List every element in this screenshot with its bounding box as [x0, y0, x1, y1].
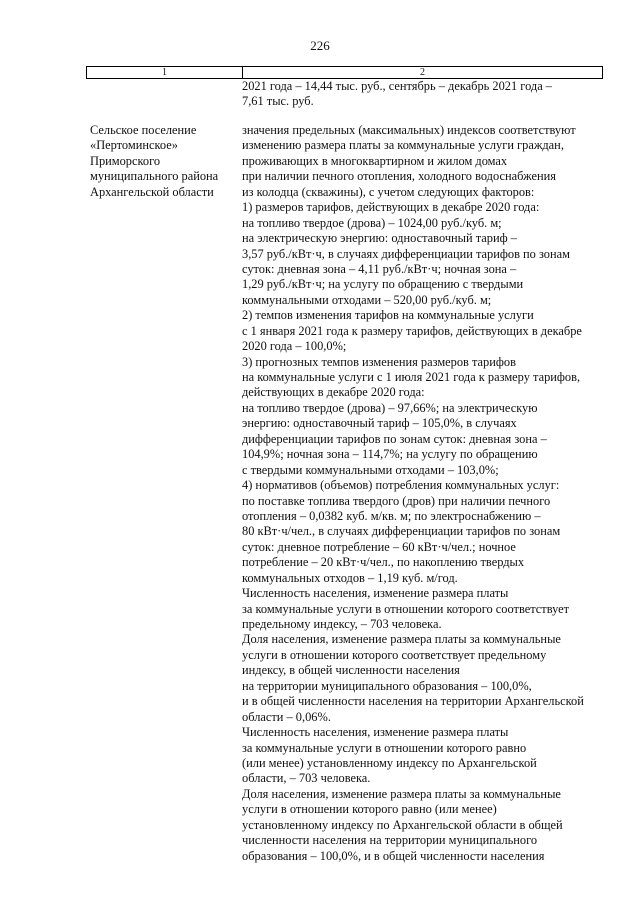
description-line: дифференциации тарифов по зонам суток: дневная зона – [242, 431, 547, 446]
description-line: области – 0,06%. [242, 709, 331, 724]
description-line: Доля населения, изменение размера платы за коммунальные [242, 632, 561, 647]
description-line: проживающих в многоквартирном и жилом домах [242, 153, 508, 168]
table-header-col-2: 2 [420, 67, 425, 78]
description-line: 2) темпов изменения тарифов на коммунальные услуги [242, 308, 534, 323]
description-cell [242, 123, 584, 864]
description-line: 104,9%; ночная зона – 114,7%; на услугу по обращению [242, 447, 538, 462]
description-line: 1) размеров тарифов, действующих в декабре 2020 года: [242, 200, 540, 215]
description-line: области, – 703 человека. [242, 771, 371, 786]
description-line: из колодца (скважины), с учетом следующих факторов: [242, 184, 535, 199]
description-line: 3) прогнозных темпов изменения размеров тарифов [242, 354, 516, 369]
table-header-row [86, 66, 603, 79]
description-line: Численность населения, изменение размера платы [242, 586, 509, 601]
description-line: 4) нормативов (объемов) потребления коммунальных услуг: [242, 478, 560, 493]
description-line: на территории муниципального образования – 100,0%, [242, 678, 532, 693]
entity-name-cell [90, 123, 218, 200]
description-line: действующих в декабре 2020 года: [242, 385, 425, 400]
description-line: 3,57 руб./кВт·ч, в случаях дифференциации тарифов по зонам [242, 246, 570, 261]
description-line: предельному индексу, – 703 человека. [242, 617, 442, 631]
description-line: (или менее) установленному индексу по Архангельской [242, 755, 537, 770]
description-line: по поставке топлива твердого (дров) при наличии печного [242, 493, 551, 508]
description-line: коммунальными отходами – 520,00 руб./куб. м; [242, 292, 492, 307]
description-line: за коммунальные услуги в отношении которого равно [242, 740, 527, 755]
description-line: суток: дневная зона – 4,11 руб./кВт·ч; ночная зона – [242, 261, 517, 276]
description-line: отопления – 0,0382 куб. м/кв. м; по электроснабжению – [242, 508, 541, 523]
description-line: услуги в отношении которого равно (или менее) [242, 802, 497, 817]
description-line: на коммунальные услуги с 1 июля 2021 года к размеру тарифов, [242, 370, 581, 384]
description-line: за коммунальные услуги в отношении которого соответствует [242, 601, 570, 616]
page-number: 226 [310, 38, 330, 53]
table-header-col-1: 1 [87, 67, 243, 78]
continuation-line: 2021 года – 14,44 тыс. руб., сентябрь – декабрь 2021 года – [242, 79, 553, 93]
description-line: Численность населения, изменение размера платы [242, 725, 509, 740]
entity-name-line: Сельское поселение [90, 123, 197, 137]
entity-name-line: муниципального района [90, 169, 219, 184]
description-line: при наличии печного отопления, холодного водоснабжения [242, 169, 556, 184]
description-line: 1,29 руб./кВт·ч; на услугу по обращению с твердыми [242, 277, 524, 292]
description-line: на электрическую энергию: одноставочный тариф – [242, 231, 517, 246]
description-line: 2020 года – 100,0%; [242, 339, 347, 354]
description-line: установленному индексу по Архангельской области в общей [242, 817, 563, 832]
entity-name-line: Приморского [90, 153, 161, 168]
description-line: изменению размера платы за коммунальные услуги граждан, [242, 138, 564, 153]
description-line: потребление – 20 кВт·ч/чел., по накоплению твердых [242, 555, 525, 570]
continuation-line: 7,61 тыс. руб. [242, 94, 314, 109]
description-line: с 1 января 2021 года к размеру тарифов, действующих в декабре [242, 323, 582, 338]
description-line: индексу, в общей численности населения [242, 663, 460, 678]
description-line: на топливо твердое (дрова) – 97,66%; на электрическую [242, 400, 538, 415]
entity-name-line: Архангельской области [90, 184, 214, 199]
entity-name-line: «Пертоминское» [90, 138, 178, 153]
description-line: суток: дневное потребление – 60 кВт·ч/чел.; ночное [242, 539, 516, 554]
description-line: и в общей численности населения на территории Архангельской [242, 694, 584, 709]
description-line: на топливо твердое (дрова) – 1024,00 руб./куб. м; [242, 215, 502, 230]
description-line: услуги в отношении которого соответствует предельному [242, 647, 547, 662]
continuation-text [242, 79, 552, 110]
description-line: энергию: одноставочный тариф – 105,0%, в случаях [242, 416, 517, 431]
description-line: с твердыми коммунальными отходами – 103,0%; [242, 462, 499, 477]
description-line: значения предельных (максимальных) индексов соответствуют [242, 123, 576, 137]
description-line: численности населения на территории муниципального [242, 833, 538, 848]
description-line: образования – 100,0%, и в общей численности населения [242, 848, 545, 863]
description-line: 80 кВт·ч/чел., в случаях дифференциации тарифов по зонам [242, 524, 561, 539]
description-line: Доля населения, изменение размера платы за коммунальные [242, 786, 561, 801]
description-line: коммунальных отходов – 1,19 куб. м/год. [242, 570, 458, 585]
